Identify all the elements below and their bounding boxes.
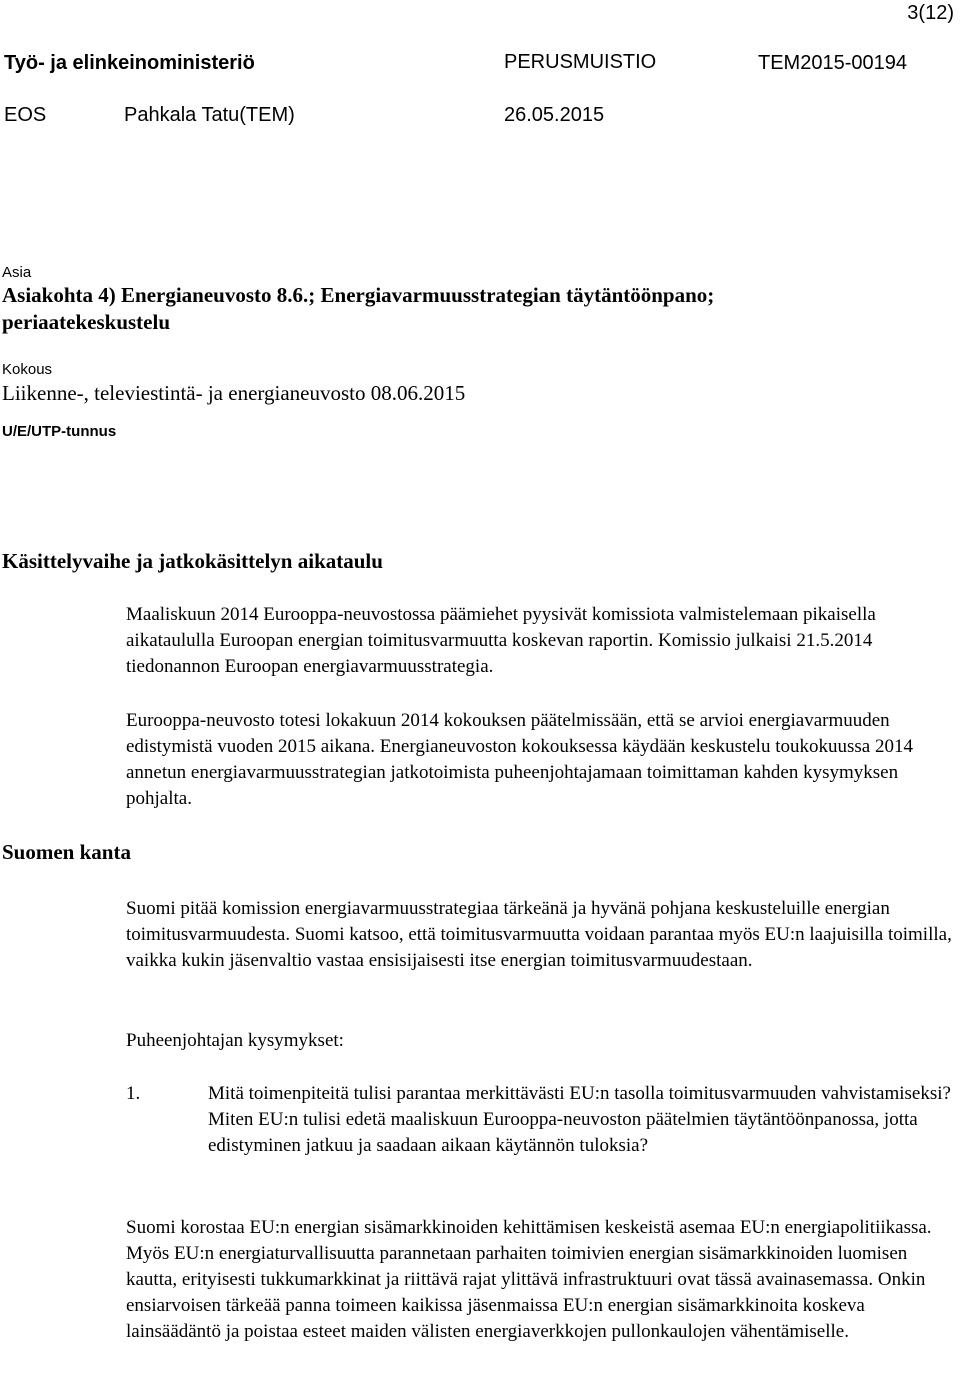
questions-label: Puheenjohtajan kysymykset: bbox=[126, 1030, 344, 1051]
unit-code: EOS bbox=[4, 104, 47, 126]
paragraph-text: Suomi korostaa EU:n energian sisämarkkinoiden kehittämisen keskeistä asemaa EU:n energiapolitiikassa. Myös EU:n energiaturvallisuutta parannetaan parhaiten toimivien energian sisämarkkinoiden luomisen kautta, erityisesti tukkumarkkinat ja riittävä rajat ylittävä infrastruktuuri ovat tässä avainasemassa. Onkin ensiarvoisen tärkeää panna toimeen kaikissa jäsenmaissa EU:n energian sisämarkkinoita koskeva lainsäädäntö ja poistaa esteet maiden välisten energiaverkkojen pullonkaulojen vähentämiselle. bbox=[126, 1217, 932, 1342]
ueutp-label: U/E/UTP-tunnus bbox=[2, 423, 117, 440]
finland-position-heading: Suomen kanta bbox=[2, 840, 131, 864]
author-name: Pahkala Tatu(TEM) bbox=[124, 104, 295, 126]
question-text: Mitä toimenpiteitä tulisi parantaa merkittävästi EU:n tasolla toimitusvarmuuden vahvistamiseksi? Miten EU:n tulisi edetä maaliskuun Eurooppa-neuvoston päätelmien täytäntöönpanossa, jotta edistyminen jatkuu ja saadaan aikaan käytännön tuloksia? bbox=[208, 1083, 951, 1156]
processing-paragraph-2 bbox=[126, 708, 952, 812]
document-date: 26.05.2015 bbox=[504, 104, 605, 126]
processing-paragraph-1 bbox=[126, 602, 952, 680]
paragraph-text: Maaliskuun 2014 Eurooppa-neuvostossa päämiehet pyysivät komissiota valmistelemaan pikaisella aikataululla Euroopan energian toimitusvarmuutta koskevan raportin. Komissio julkaisi 21.5.2014 tiedonannon Euroopan energiavarmuusstrategia. bbox=[126, 604, 876, 677]
paragraph-text: Eurooppa-neuvosto totesi lokakuun 2014 kokouksen päätelmissään, että se arvioi energiavarmuuden edistymistä vuoden 2015 aikana. Energianeuvoston kokouksessa käydään keskustelu toukokuussa 2014 annetun energiavarmuusstrategian jatkotoimista puheenjohtajamaan toimittaman kahden kysymyksen pohjalta. bbox=[126, 710, 913, 809]
paragraph-text: Suomi pitää komission energiavarmuusstrategiaa tärkeänä ja hyvänä pohjana keskusteluille energian toimitusvarmuudesta. Suomi katsoo, että toimitusvarmuutta voidaan parantaa myös EU:n laajuisilla toimilla, vaikka kukin jäsenvaltio vastaa ensisijaisesti itse energian toimitusvarmuudestaan. bbox=[126, 898, 952, 971]
answer-paragraph bbox=[126, 1215, 952, 1345]
meeting-label: Kokous bbox=[2, 361, 53, 378]
question-number: 1. bbox=[126, 1083, 141, 1104]
page-number: 3(12) bbox=[907, 2, 954, 24]
subject-line-1: Asiakohta 4) Energianeuvosto 8.6.; Energiavarmuusstrategian täytäntöönpano; bbox=[2, 283, 715, 307]
processing-heading: Käsittelyvaihe ja jatkokäsittelyn aikataulu bbox=[2, 549, 383, 573]
subject-line-2: periaatekeskustelu bbox=[2, 310, 170, 334]
meeting-value: Liikenne-, televiestintä- ja energianeuvosto 08.06.2015 bbox=[2, 381, 466, 405]
subject-label: Asia bbox=[2, 264, 32, 281]
ministry-name: Työ- ja elinkeinoministeriö bbox=[4, 52, 255, 74]
document-type: PERUSMUISTIO bbox=[504, 51, 657, 73]
document-id: TEM2015-00194 bbox=[758, 52, 907, 74]
position-paragraph bbox=[126, 896, 952, 974]
